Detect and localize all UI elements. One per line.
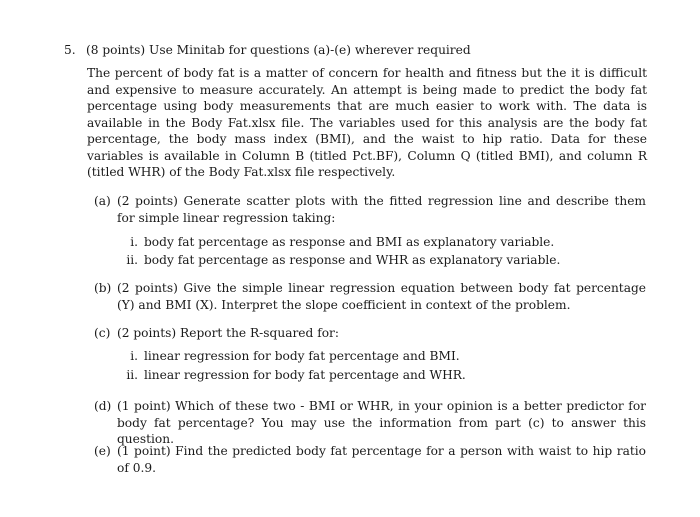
part-b	[94, 280, 646, 313]
part-text: (1 point) Which of these two - BMI or WHR, in your opinion is a better predictor for body fat percentage? You may use the information from part (c) to answer this question.	[117, 399, 646, 446]
item-text: body fat percentage as response and WHR as explanatory variable.	[144, 253, 561, 267]
part-label: (c)	[94, 326, 111, 340]
part-text: (2 points) Report the R-squared for:	[117, 326, 339, 340]
part-a	[94, 193, 646, 226]
question-heading-text: (8 points) Use Minitab for questions (a)-(e) wherever required	[86, 43, 471, 57]
part-label: (b)	[94, 281, 112, 295]
part-c-item-i	[120, 348, 460, 365]
part-label: (d)	[94, 399, 112, 413]
part-c-item-ii	[120, 367, 466, 384]
item-text: linear regression for body fat percentage and WHR.	[144, 368, 466, 382]
item-label: i.	[130, 349, 138, 363]
part-text: (2 points) Give the simple linear regression equation between body fat percentage (Y) and BMI (X). Interpret the slope coefficient in context of the problem.	[117, 281, 646, 312]
item-text: body fat percentage as response and BMI as explanatory variable.	[144, 235, 555, 249]
part-text: (1 point) Find the predicted body fat percentage for a person with waist to hip ratio of 0.9.	[117, 444, 646, 475]
item-text: linear regression for body fat percentage and BMI.	[144, 349, 460, 363]
item-label: i.	[130, 235, 138, 249]
part-a-item-i	[120, 234, 554, 251]
part-c	[94, 325, 646, 342]
part-e	[94, 443, 646, 476]
question-number: 5.	[64, 43, 76, 57]
item-label: ii.	[126, 368, 138, 382]
question-intro: The percent of body fat is a matter of concern for health and fitness but the it is difficult and expensive to measure accurately. An attempt is being made to predict the body fat percentage using body measurements that are much easier to work with. The data is available in the Body Fat.xlsx file. The variables used for this analysis are the body fat percentage, the body mass index (BMI), and the waist to hip ratio. Data for these variables is available in Column B (titled Pct.BF), Column Q (titled BMI), and column R (titled WHR) of the Body Fat.xlsx file respectively.	[87, 66, 647, 179]
question-heading	[64, 42, 664, 59]
part-text: (2 points) Generate scatter plots with the fitted regression line and describe them for simple linear regression taking:	[117, 194, 646, 225]
part-a-item-ii	[120, 252, 560, 269]
part-label: (a)	[94, 194, 111, 208]
part-d	[94, 398, 646, 448]
part-label: (e)	[94, 444, 111, 458]
item-label: ii.	[126, 253, 138, 267]
